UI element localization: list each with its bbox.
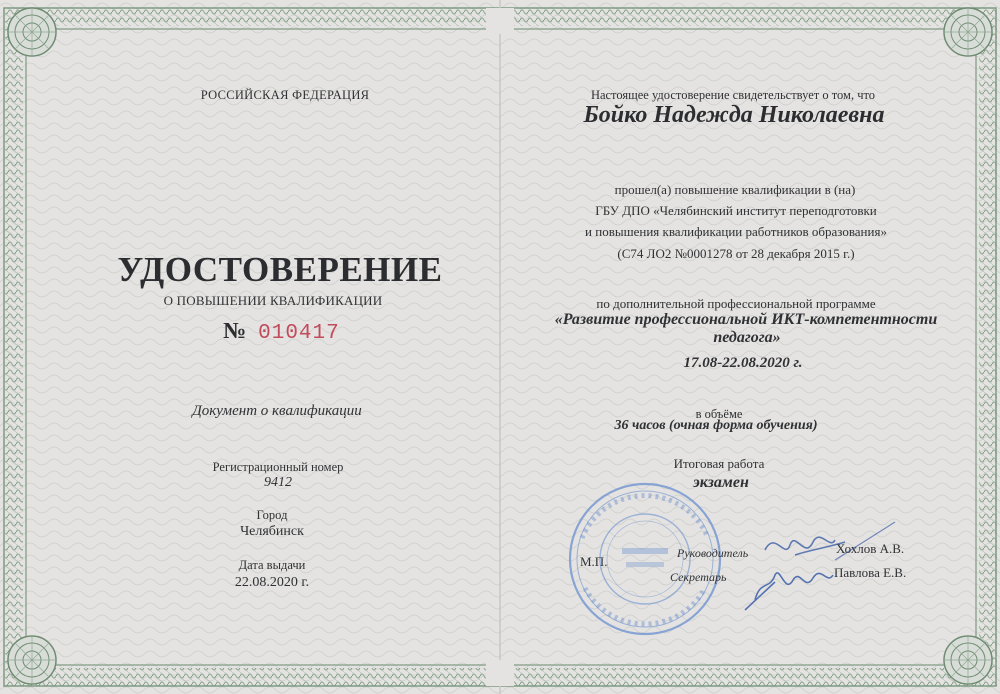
issue-date-value: 22.08.2020 г. [234, 575, 310, 590]
certificate-number-row [223, 318, 340, 345]
corner-rosette-icon [6, 634, 58, 686]
license-line: (С74 ЛО2 №0001278 от 28 декабря 2015 г.) [617, 246, 855, 261]
final-work-label: Итоговая работа [673, 456, 765, 471]
city-value: Челябинск [240, 524, 304, 539]
corner-rosette-icon [942, 634, 994, 686]
institution-line-1: ГБУ ДПО «Челябинский институт переподготовки [595, 203, 877, 218]
registration-label: Регистрационный номер [212, 460, 344, 474]
program-title-line-2: педагога» [713, 329, 781, 346]
seal-place-label: М.П. [580, 554, 608, 569]
country-name: РОССИЙСКАЯ ФЕДЕРАЦИЯ [200, 88, 370, 102]
secretary-name: Павлова Е.В. [834, 565, 907, 580]
document-type: Документ о квалификации [192, 403, 362, 419]
corner-rosette-icon [6, 6, 58, 58]
secretary-role-label: Секретарь [670, 570, 727, 584]
document-title: УДОСТОВЕРЕНИЕ [117, 250, 443, 289]
institution-line-2: и повышения квалификации работников образования» [585, 224, 887, 239]
head-name: Хохлов А.В. [836, 541, 905, 556]
head-role-label: Руководитель [677, 546, 749, 560]
program-title-line-1: «Развитие профессиональной ИКТ-компетентности [554, 311, 938, 328]
training-dates: 17.08-22.08.2020 г. [683, 355, 803, 371]
certificate-number: 010417 [258, 322, 340, 345]
training-line-1: прошел(а) повышение квалификации в (на) [614, 182, 856, 197]
document-subtitle: О ПОВЫШЕНИИ КВАЛИФИКАЦИИ [163, 293, 383, 308]
number-sign: № [223, 318, 247, 343]
issue-date-label: Дата выдачи [238, 558, 306, 572]
corner-rosette-icon [942, 6, 994, 58]
training-hours: 36 часов (очная форма обучения) [614, 418, 818, 433]
registration-number: 9412 [264, 475, 292, 490]
final-work-value: экзамен [693, 474, 749, 491]
holder-name: Бойко Надежда Николаевна [583, 102, 885, 128]
program-label: по дополнительной профессиональной программе [596, 296, 876, 311]
volume-label: в объёме [695, 407, 743, 421]
certificate-intro: Настоящее удостоверение свидетельствует о том, что [590, 88, 876, 102]
city-label: Город [256, 508, 288, 522]
